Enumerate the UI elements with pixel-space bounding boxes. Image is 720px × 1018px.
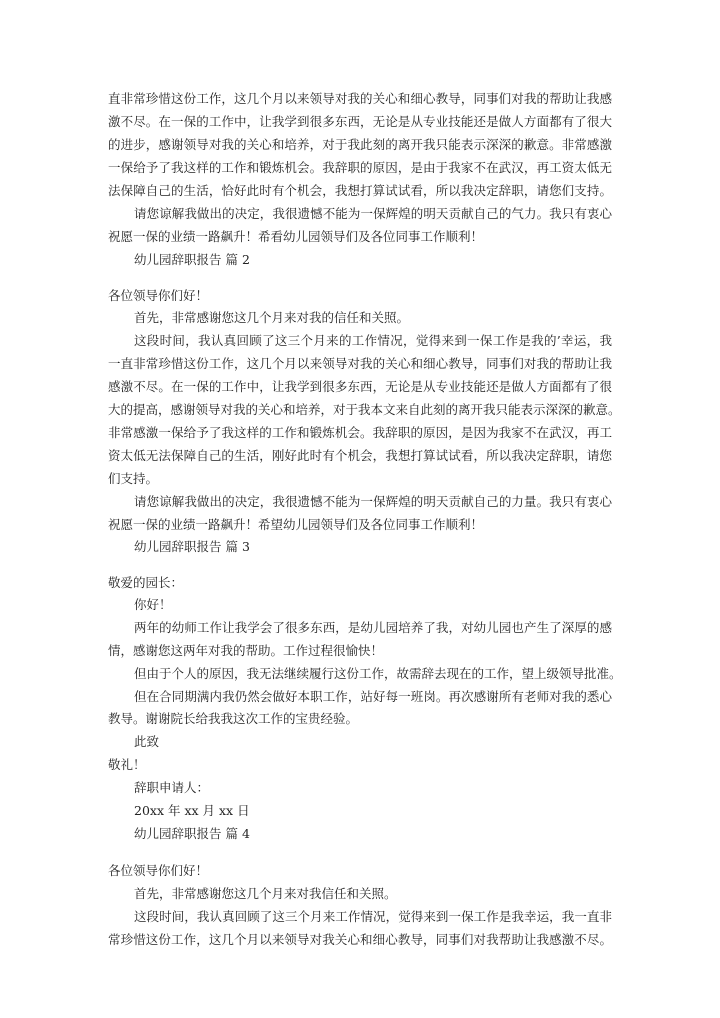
body-text-line: 首先，非常感谢您这几个月来对我的信任和关照。 — [134, 310, 410, 325]
body-text-line: 一直非常珍惜这份工作，这几个月以来领导对我的关心和细心教导，同事们对我的帮助让我 — [108, 356, 612, 371]
section-heading: 幼儿园辞职报告 篇 2 — [134, 252, 250, 267]
body-text-line: 大的提高，感谢领导对我的关心和培养，对于我本文来自此刻的离开我只能表示深深的歉意。 — [108, 402, 621, 417]
body-text-line: 们支持。 — [108, 471, 159, 486]
body-text-line: 教导。谢谢院长给我我这次工作的宝贵经验。 — [108, 711, 359, 726]
section-heading: 幼儿园辞职报告 篇 3 — [134, 539, 250, 554]
section-heading: 幼儿园辞职报告 篇 4 — [134, 826, 250, 841]
body-text-line: 资太低无法保障自己的生活，刚好此时有个机会，我想打算试试看，所以我决定辞职，请您 — [108, 448, 612, 463]
greeting: 你好！ — [134, 597, 172, 612]
closing: 敬礼！ — [108, 757, 146, 772]
body-text-line: 但由于个人的原因，我无法继续履行这份工作，故需辞去现在的工作，望上级领导批准。 — [134, 666, 622, 681]
body-text-line: 这段时间，我认真回顾了这三个月来工作情况，觉得来到一保工作是我幸运，我一直非 — [134, 909, 612, 924]
body-text-line: 请您谅解我做出的决定，我很遗憾不能为一保辉煌的明天贡献自己的力量。我只有衷心 — [134, 494, 612, 509]
body-text-line: 两年的幼师工作让我学会了很多东西，是幼儿园培养了我，对幼儿园也产生了深厚的感 — [134, 620, 612, 635]
body-text-line: 祝愿一保的业绩一路飙升！希望幼儿园领导们及各位同事工作顺利！ — [108, 517, 484, 532]
body-text-line: 这段时间，我认真回顾了这三个月来的工作情况，觉得来到一保工作是我的’幸运，我 — [134, 333, 612, 348]
body-text-line: 祝愿一保的业绩一路飙升！希看幼儿园领导们及各位同事工作顺利！ — [108, 229, 484, 244]
body-text-line: 直非常珍惜这份工作，这几个月以来领导对我的关心和细心教导，同事们对我的帮助让我感 — [108, 91, 612, 106]
salutation: 各位领导你们好！ — [108, 288, 209, 303]
salutation: 敬爱的园长： — [108, 575, 184, 590]
body-text-line: 非常感激一保给予了我这样的工作和锻炼机会。我辞职的原因，是因为我家不在武汉，再工 — [108, 425, 612, 440]
body-text-line: 感激不尽。在一保的工作中，让我学到很多东西，无论是从专业技能还是做人方面都有了很 — [108, 379, 612, 394]
date-line: 20xx 年 xx 月 xx 日 — [134, 803, 250, 818]
body-text-line: 请您谅解我做出的决定，我很遗憾不能为一保辉煌的明天贡献自己的气力。我只有衷心 — [134, 206, 612, 221]
body-text-line: 首先，非常感谢您这几个月来对我信任和关照。 — [134, 886, 397, 901]
body-text-line: 一保给予了我这样的工作和锻炼机会。我辞职的原因，是由于我家不在武汉，再工资太低无 — [108, 160, 612, 175]
salutation: 各位领导你们好！ — [108, 863, 209, 878]
body-text-line: 的进步，感谢领导对我的关心和培养，对于我此刻的离开我只能表示深深的歉意。非常感激 — [108, 137, 612, 152]
closing: 此致 — [134, 734, 160, 749]
body-text-line: 但在合同期满内我仍然会做好本职工作，站好每一班岗。再次感谢所有老师对我的悉心 — [134, 689, 612, 704]
body-text-line: 法保障自己的生活，恰好此时有个机会，我想打算试试看，所以我决定辞职，请您们支持。 — [108, 183, 612, 198]
body-text-line: 激不尽。在一保的工作中，让我学到很多东西，无论是从专业技能还是做人方面都有了很大 — [108, 114, 612, 129]
body-text-line: 常珍惜这份工作，这几个月以来领导对我关心和细心教导，同事们对我帮助让我感激不尽。 — [108, 932, 612, 947]
signature-label: 辞职申请人： — [134, 780, 210, 795]
body-text-line: 情，感谢您这两年对我的帮助。工作过程很愉快！ — [108, 643, 384, 658]
